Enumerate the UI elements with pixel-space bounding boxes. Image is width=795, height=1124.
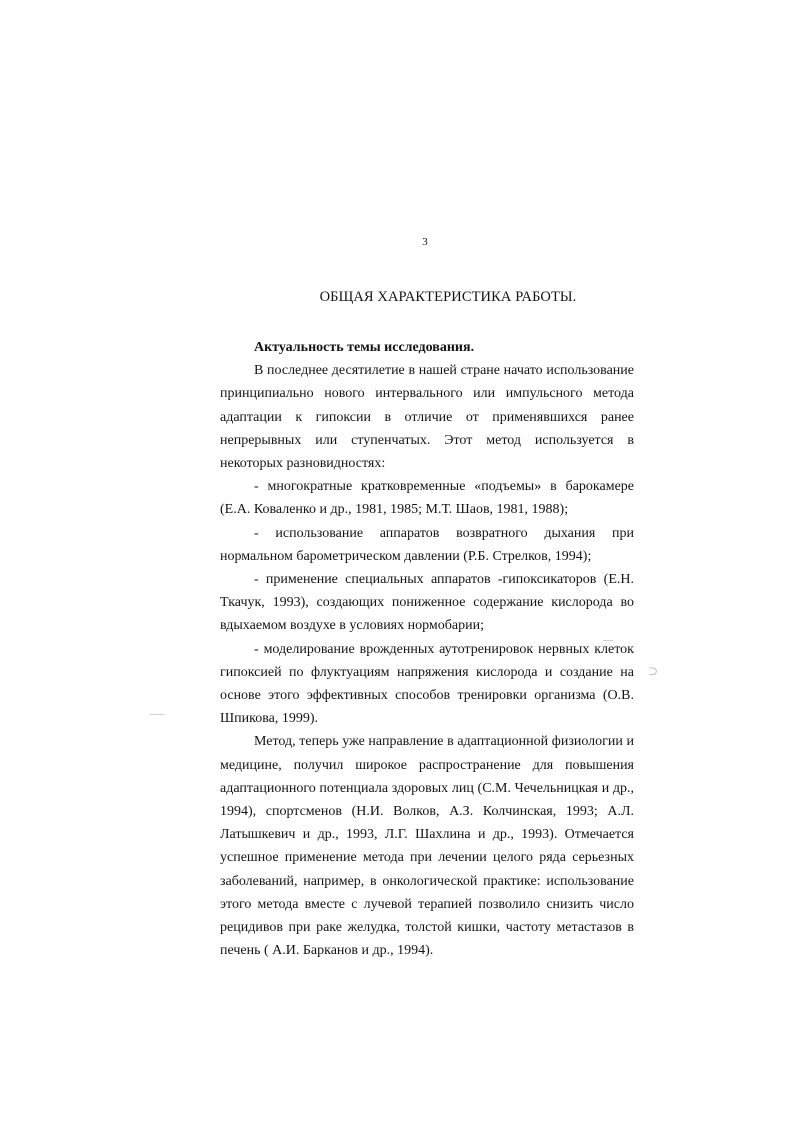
scan-artifact-arrow: ⊃: [648, 664, 659, 678]
list-item-barocamera: - многократные кратковременные «подъемы» в барокамере (Е.А. Коваленко и др., 1981, 1985; М.Т. Шаов, 1981, 1988);: [220, 479, 634, 518]
section-heading: Актуальность темы исследования.: [254, 340, 475, 355]
body-text: [220, 336, 634, 962]
scan-artifact-dash-right: [603, 640, 613, 641]
list-item-hypoxicators: - применение специальных аппаратов -гипоксикаторов (Е.Н. Ткачук, 1993), создающих пониженное содержание кислорода во вдыхаемом воздухе в условиях нормобарии;: [220, 572, 634, 634]
scan-artifact-dash: [150, 714, 164, 715]
list-item-rebreathing: - использование аппаратов возвратного дыхания при нормальном барометрическом давлении (Р.Б. Стрелков, 1994);: [220, 525, 634, 564]
page-number: 3: [422, 236, 428, 248]
page-title: ОБЩАЯ ХАРАКТЕРИСТИКА РАБОТЫ.: [319, 289, 577, 305]
list-item-modeling: - моделирование врожденных аутотренировок нервных клеток гипоксией по флуктуациям напряжения кислорода и создание на основе этого эффективных способов тренировки организма (О.В. Шпикова, 1999).: [220, 641, 634, 727]
paragraph-intro: В последнее десятилетие в нашей стране начато использование принципиально нового интервального или импульсного метода адаптации к гипоксии в отличие от применявшихся ранее непрерывных или ступенчатых. Этот метод используется в некоторых разновидностях:: [220, 363, 634, 472]
paragraph-method: Метод, теперь уже направление в адаптационной физиологии и медицине, получил широкое распространение для повышения адаптационного потенциала здоровых лиц (С.М. Чечельницкая и др., 1994), спортсменов (Н.И. Волков, А.З. Колчинская, 1993; А.Л. Латышкевич и др., 1993, Л.Г. Шахлина и др., 1993). Отмечается успешное применение метода при лечении целого ряда серьезных заболеваний, например, в онкологической практике: использование этого метода вместе с лучевой терапией позволило снизить число рецидивов при раке желудка, толстой кишки, частоту метастазов в печень ( А.И. Барканов и др., 1994).: [220, 734, 634, 959]
